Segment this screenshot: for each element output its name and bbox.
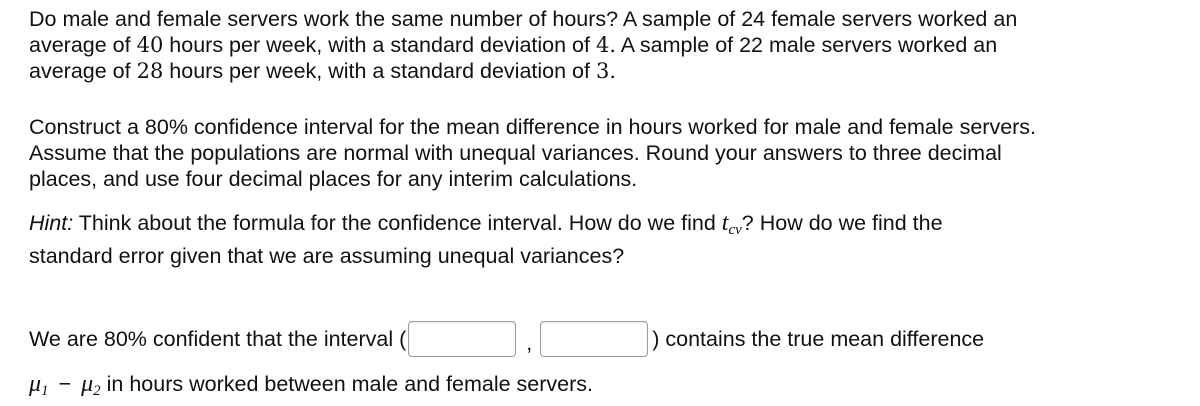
question-content: [29, 6, 1179, 406]
mu2-symbol: [81, 371, 101, 397]
mu2-subscript: 2: [93, 383, 101, 399]
lower-bound-input[interactable]: [408, 321, 516, 357]
female-mean-value: 40: [136, 33, 164, 57]
problem-text: hours per week, with a standard deviation of: [163, 59, 596, 83]
male-sd-value: 3.: [595, 59, 616, 83]
answer-prefix: We are 80% confident that the interval (: [29, 327, 407, 351]
minus-sign: −: [58, 372, 72, 396]
problem-statement: [29, 6, 1179, 84]
mu1-symbol: [29, 371, 49, 397]
mu-symbol: μ: [29, 371, 42, 397]
female-sd-value: 4.: [595, 33, 616, 57]
cv-subscript: cv: [728, 222, 742, 238]
instructions: [29, 114, 1179, 192]
problem-text: A sample of 22 male servers worked an: [616, 33, 998, 57]
instruction-text: places, and use four decimal places for any interim calculations.: [29, 167, 638, 191]
problem-text: hours per week, with a standard deviation of: [163, 33, 596, 57]
hint-label: Hint:: [29, 211, 74, 235]
t-critical-symbol: [722, 210, 742, 236]
hint-text: Think about the formula for the confidence interval. How do we find: [73, 211, 722, 235]
hint-text: standard error given that we are assuming unequal variances?: [29, 244, 625, 268]
hint-text: ? How do we find the: [741, 211, 943, 235]
answer-line2-text: in hours worked between male and female servers.: [100, 372, 594, 396]
hint: [29, 210, 1179, 269]
problem-text: average of: [29, 59, 137, 83]
t-symbol: t: [721, 210, 729, 236]
upper-bound-input[interactable]: [540, 321, 648, 357]
instruction-text: Assume that the populations are normal with unequal variances. Round your answers to three decimal: [29, 141, 1002, 165]
problem-text: Do male and female servers work the same number of hours? A sample of 24 female servers worked an: [29, 7, 1018, 31]
answer-suffix: ) contains the true mean difference: [652, 327, 985, 351]
mu-symbol: μ: [81, 371, 94, 397]
mu1-subscript: 1: [41, 383, 49, 399]
interval-separator: ,: [526, 331, 533, 355]
answer-sentence: [29, 319, 1179, 359]
instruction-text: Construct a 80% confidence interval for the mean difference in hours worked for male and female servers.: [29, 115, 1037, 139]
problem-text: average of: [29, 33, 137, 57]
male-mean-value: 28: [136, 59, 164, 83]
